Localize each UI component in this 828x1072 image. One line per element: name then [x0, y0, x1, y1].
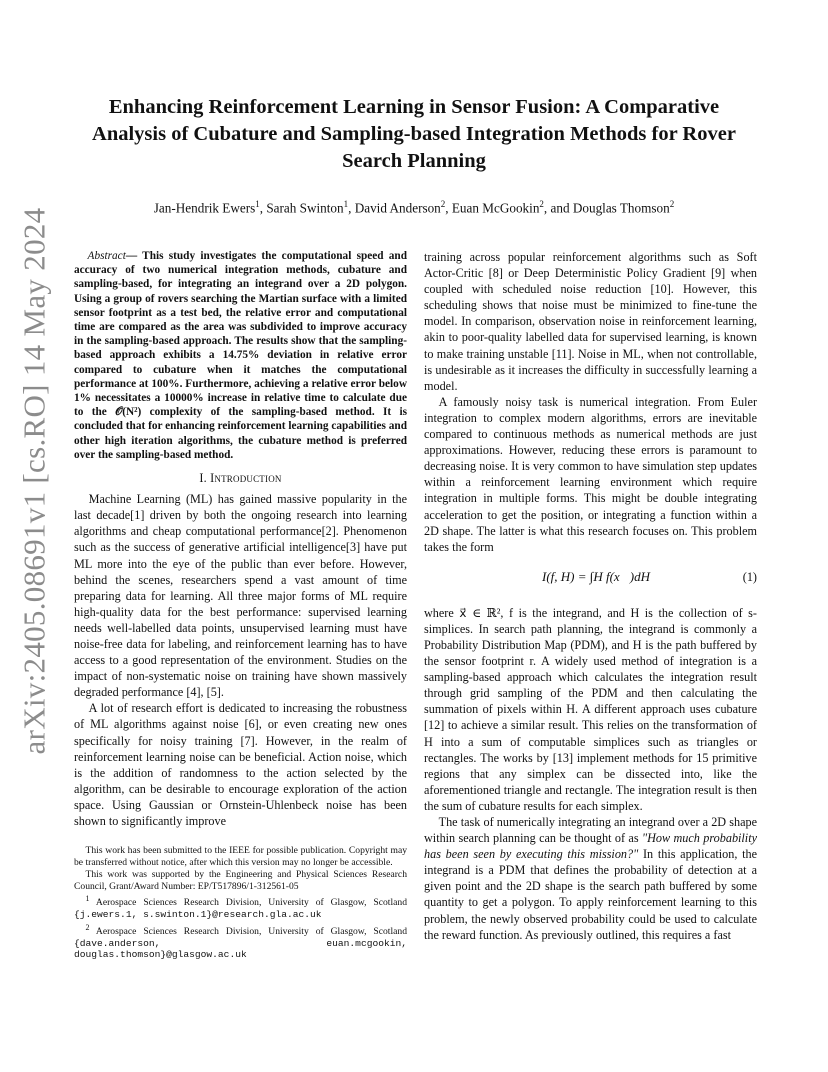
abstract-label: Abstract [87, 250, 126, 262]
left-column [74, 249, 407, 962]
body-paragraph: A famously noisy task is numerical integration. From Euler integration to complex modern algorithms, errors are inevitable compared to continuous methods as numerical methods are just approximations. However, reducing these errors is paramount to decreasing noise. It is very common to have simulation step updates within a reinforcement learning environment which require integration in multiple forms. This might be double integrating acceleration to get the position, or integrating a function within a 2D shape. The latter is what this research focuses on. This problem takes the form [424, 394, 757, 554]
affiliation-footnote: $^1$ Aerospace Sciences Research Division, University of Glasgow, Scotland {j.ewers.1, s.swinton.1}@research.gla.ac.uk [74, 894, 407, 921]
author-affiliation-mark: 2 [440, 199, 446, 209]
author-name: Sarah Swinton [266, 200, 344, 216]
author-affiliation-mark: 1 [255, 199, 260, 209]
author-affiliation-mark: 2 [539, 199, 544, 209]
author-affiliation-mark: 1 [343, 199, 349, 209]
body-paragraph: The task of numerically integrating an integrand over a 2D shape within search planning can be thought of as "How much probability has been seen by executing this mission?" In this application, the integrand is a PDM that defines the probability of detection at a given point and the 2D shape is the search path buffered by some quantity to get a polygon. To apply reinforcement learning to this problem, the newly observed probability could be used to calculate the reward function. As previously outlined, this requires a fast [424, 815, 757, 942]
arxiv-watermark [6, 207, 62, 755]
email-address: {j.ewers.1, s.swinton.1}@research.gla.ac.uk [74, 909, 322, 921]
author-list [74, 199, 754, 216]
footnote: This work has been submitted to the IEEE for possible publication. Copyright may be transferred without notice, after which this version may no longer be accessible. [74, 845, 407, 868]
footnote: This work was supported by the Engineering and Physical Sciences Research Council, Grant/Award Number: EP/T517896/1-312561-05 [74, 869, 407, 892]
abstract-text: — This study investigates the computational speed and accuracy of two numerical integration methods, cubature and sampling-based, for integrating an integrand over a 2D polygon. Using a group of rovers searching the Martian surface with a limited sensor footprint as a test bed, the relative error and computational time are compared as the area was subdivided to improve accuracy in the sampling-based approach. The results show that the sampling-based approach exhibits a 14.75% deviation in relative error compared to cubature when it matches the computational performance at 100%. Furthermore, achieving a relative error below 1% necessitates a 10000% increase in relative time to calculate due to the 𝒪(N²) complexity of the sampling-based method. It is concluded that for enhancing reinforcement learning capabilities and other high iteration algorithms, the cubature method is preferred over the sampling-based method. [74, 250, 407, 461]
arxiv-watermark-text: arXiv:2405.08691v1 [cs.RO] 14 May 2024 [16, 207, 52, 755]
footnotes [74, 845, 407, 961]
paper-title: Enhancing Reinforcement Learning in Sensor Fusion: A Comparative Analysis of Cubature and Sampling-based Integration Methods for Rover Search Planning [92, 96, 736, 172]
abstract [74, 249, 407, 462]
body-paragraph: Machine Learning (ML) has gained massive popularity in the last decade[1] driven by both the ongoing research into learning algorithms and cheap computational performance[2]. Phenomenon such as the success of generative artificial intelligence[3] have put ML more into the eye of the public than ever before. However, behind the scenes, researchers spend a vast amount of time preparing data for learning. All three major forms of ML require high-quality data for the best performance: supervised learning needs well-labelled data points, unsupervised learning must have noise-free data for labeling, and reinforcement learning has to have access to a good representation of the environment. Studies on the impact of non-systematic noise on training have shown massively degraded performance [4], [5]. [74, 492, 407, 700]
author-separator: , and [543, 200, 573, 216]
author-affiliation-mark: 2 [669, 199, 675, 209]
author-name: Douglas Thomson [572, 200, 670, 216]
quoted-question: "How much probability has been seen by executing this mission?" [424, 831, 757, 862]
author-name: David Anderson [354, 200, 441, 216]
right-column [424, 249, 757, 943]
author-name: Euan McGookin [451, 200, 540, 216]
body-paragraph: training across popular reinforcement algorithms such as Soft Actor-Critic [8] or Deep Deterministic Policy Gradient [9] when coupled with scheduled noise reduction [10]. However, this scheduling shows that noise must be minimized to fine-tune the model. In comparison, observation noise in reinforcement learning, akin to poor-quality labelled data for supervised learning, is known to make training unstable [11]. Noise in ML, when not controllable, is undesirable as it increases the difficulty in successfully learning a model. [424, 250, 757, 393]
affiliation-footnote: $^2$ Aerospace Sciences Research Division, University of Glasgow, Scotland {dave.anderson, euan.mcgookin, douglas.thomson}@glasgow.ac.uk [74, 922, 407, 961]
body-paragraph: where x⃗ ∈ ℝ², f is the integrand, and H is the collection of s-simplices. In search path planning, the integrand is commonly a Probability Distribution Map (PDM), and H is the path buffered by the sensor footprint r. A widely used method of integration is a sampling-based approach which calculates the integration result through grid sampling of the PDM and then calculating the summation of pixels within H. A different approach uses cubature [12] to achieve a similar result. This relies on the transformation of H into a sum of computable simplices such as triangles or rectangles. The works by [13] implement methods for 15 primitive regions that any simplex can be dissected into, like the aforementioned triangle and rectangle. The integration result is then the sum of cubature results for each simplex. [424, 605, 757, 813]
body-paragraph: A lot of research effort is dedicated to increasing the robustness of ML algorithms against noise [6], or even creating new ones specifically for noisy training [7]. However, in the realm of reinforcement learning noise can be beneficial. Action noise, which is the addition of randomness to the action selected by the algorithm, can be desirable to encourage exploration of the action space. Using Gaussian or Ornstein-Uhlenbeck noise has been shown to significantly improve [74, 701, 407, 829]
section-heading-introduction: I. Introduction [199, 471, 282, 486]
equation-number: (1) [742, 569, 757, 584]
author-separator: , [348, 200, 355, 216]
email-address: {dave.anderson, euan.mcgookin, douglas.thomson}@glasgow.ac.uk [74, 937, 407, 961]
equation-1 [424, 559, 757, 599]
author-name: Jan-Hendrik Ewers [153, 200, 256, 216]
equation-expression: I(f, H) = ∫H f(x⃗)dH [542, 568, 650, 584]
author-separator: , [445, 200, 452, 216]
author-separator: , [259, 200, 267, 216]
